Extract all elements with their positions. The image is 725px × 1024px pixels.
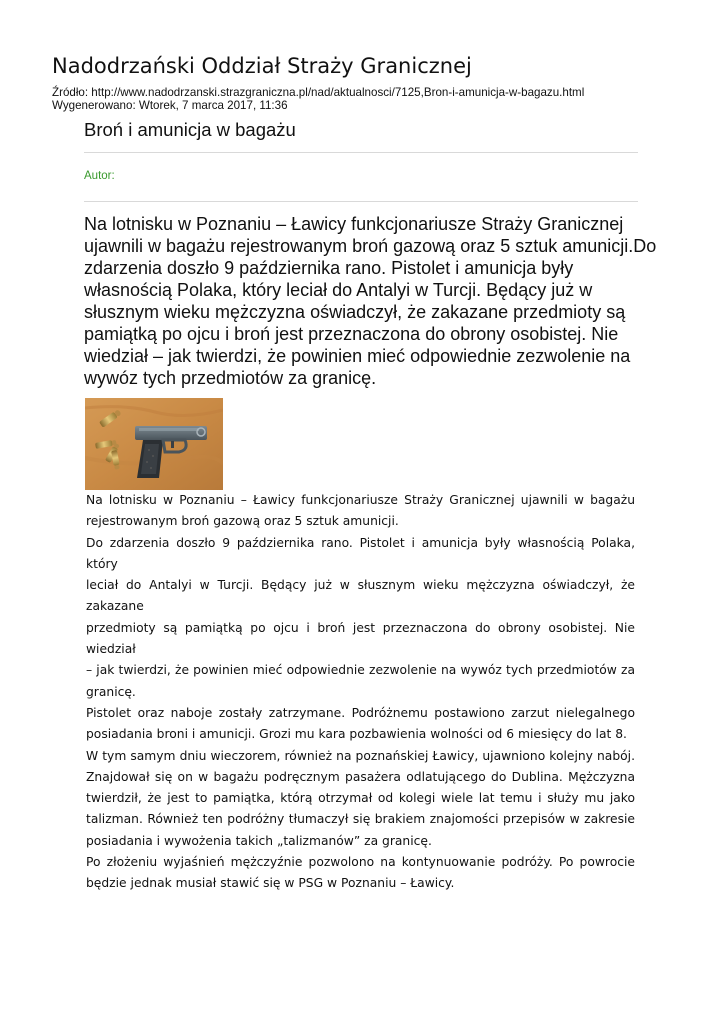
lead-line: słusznym wieku mężczyzna oświadczył, że zakazane przedmioty są bbox=[84, 302, 626, 322]
body-line: talizman. Również ten podróżny tłumaczył się brakiem znajomości przepisów w zakresie bbox=[86, 812, 635, 827]
lead-line: Na lotnisku w Poznaniu – Ławicy funkcjonariusze Straży Granicznej bbox=[84, 214, 624, 234]
lead-line: ujawnili w bagażu rejestrowanym broń gazową oraz 5 sztuk amunicji.Do bbox=[84, 236, 657, 256]
body-line: Na lotnisku w Poznaniu – Ławicy funkcjonariusze Straży Granicznej ujawnili w bagażu bbox=[86, 493, 635, 507]
lead-line: wywóz tych przedmiotów za granicę. bbox=[84, 368, 377, 388]
body-line: Pistolet oraz naboje zostały zatrzymane. Podróżnemu postawiono zarzut nielegalnego bbox=[86, 705, 635, 720]
body-line: posiadania i wywożenia takich „talizmanów” za granicę. bbox=[86, 833, 432, 848]
body-line: – jak twierdzi, że powinien mieć odpowiednie zezwolenie na wywóz tych przedmiotów za bbox=[86, 663, 635, 678]
body-line: posiadania broni i amunicji. Grozi mu kara pozbawienia wolności od 6 miesięcy do lat 8. bbox=[86, 727, 627, 742]
body-line: leciał do Antalyi w Turcji. Będący już w słusznym wieku mężczyzna oświadczył, że zakazane bbox=[86, 578, 635, 614]
body-line: przedmioty są pamiątką po ojcu i broń jest przeznaczona do obrony osobistej. Nie wiedział bbox=[86, 620, 635, 657]
body-line: W tym samym dniu wieczorem, również na poznańskiej Ławicy, ujawniono kolejny nabój. bbox=[86, 748, 635, 763]
author-label: Autor: bbox=[84, 170, 115, 182]
document-meta bbox=[52, 87, 584, 112]
lead-line: zdarzenia doszło 9 października rano. Pistolet i amunicja były bbox=[84, 258, 574, 278]
body-line: twierdził, że jest to pamiątka, którą otrzymał od kolegi wiele lat temu i służy mu jako bbox=[86, 791, 635, 806]
lead-line: pamiątką po ojcu i broń jest przeznaczona do obrony osobistej. Nie bbox=[84, 324, 619, 344]
pistol-photo bbox=[85, 398, 223, 490]
body-line: Znajdował się on w bagażu podręcznym pasażera odlatującego do Dublina. Mężczyzna bbox=[86, 769, 635, 784]
body-line: rejestrowanym broń gazową oraz 5 sztuk amunicji. bbox=[86, 514, 399, 529]
generated-line: Wygenerowano: Wtorek, 7 marca 2017, 11:36 bbox=[52, 98, 288, 112]
lead-line: własnością Polaka, który leciał do Antalyi w Turcji. Będący już w bbox=[84, 280, 593, 300]
source-line: Źródło: http://www.nadodrzanski.strazgraniczna.pl/nad/aktualnosci/7125,Bron-i-amunicja-w-bagazu.html bbox=[52, 86, 585, 99]
body-line: Po złożeniu wyjaśnień mężczyźnie pozwolono na kontynuowanie podróży. Po powrocie bbox=[86, 855, 635, 870]
article-lead bbox=[84, 213, 657, 389]
body-line: granicę. bbox=[86, 684, 136, 699]
divider bbox=[84, 201, 638, 202]
lead-line: wiedział – jak twierdzi, że powinien mieć odpowiednie zezwolenie na bbox=[84, 346, 631, 366]
divider bbox=[84, 152, 638, 153]
article-title: Broń i amunicja w bagażu bbox=[84, 119, 296, 140]
body-line: Do zdarzenia doszło 9 października rano. Pistolet i amunicja były własnością Polaka, który bbox=[86, 535, 635, 571]
body-line: będzie jednak musiał stawić się w PSG w Poznaniu – Ławicy. bbox=[86, 876, 455, 891]
article-body bbox=[86, 490, 635, 895]
site-title: Nadodrzański Oddział Straży Granicznej bbox=[52, 54, 472, 78]
